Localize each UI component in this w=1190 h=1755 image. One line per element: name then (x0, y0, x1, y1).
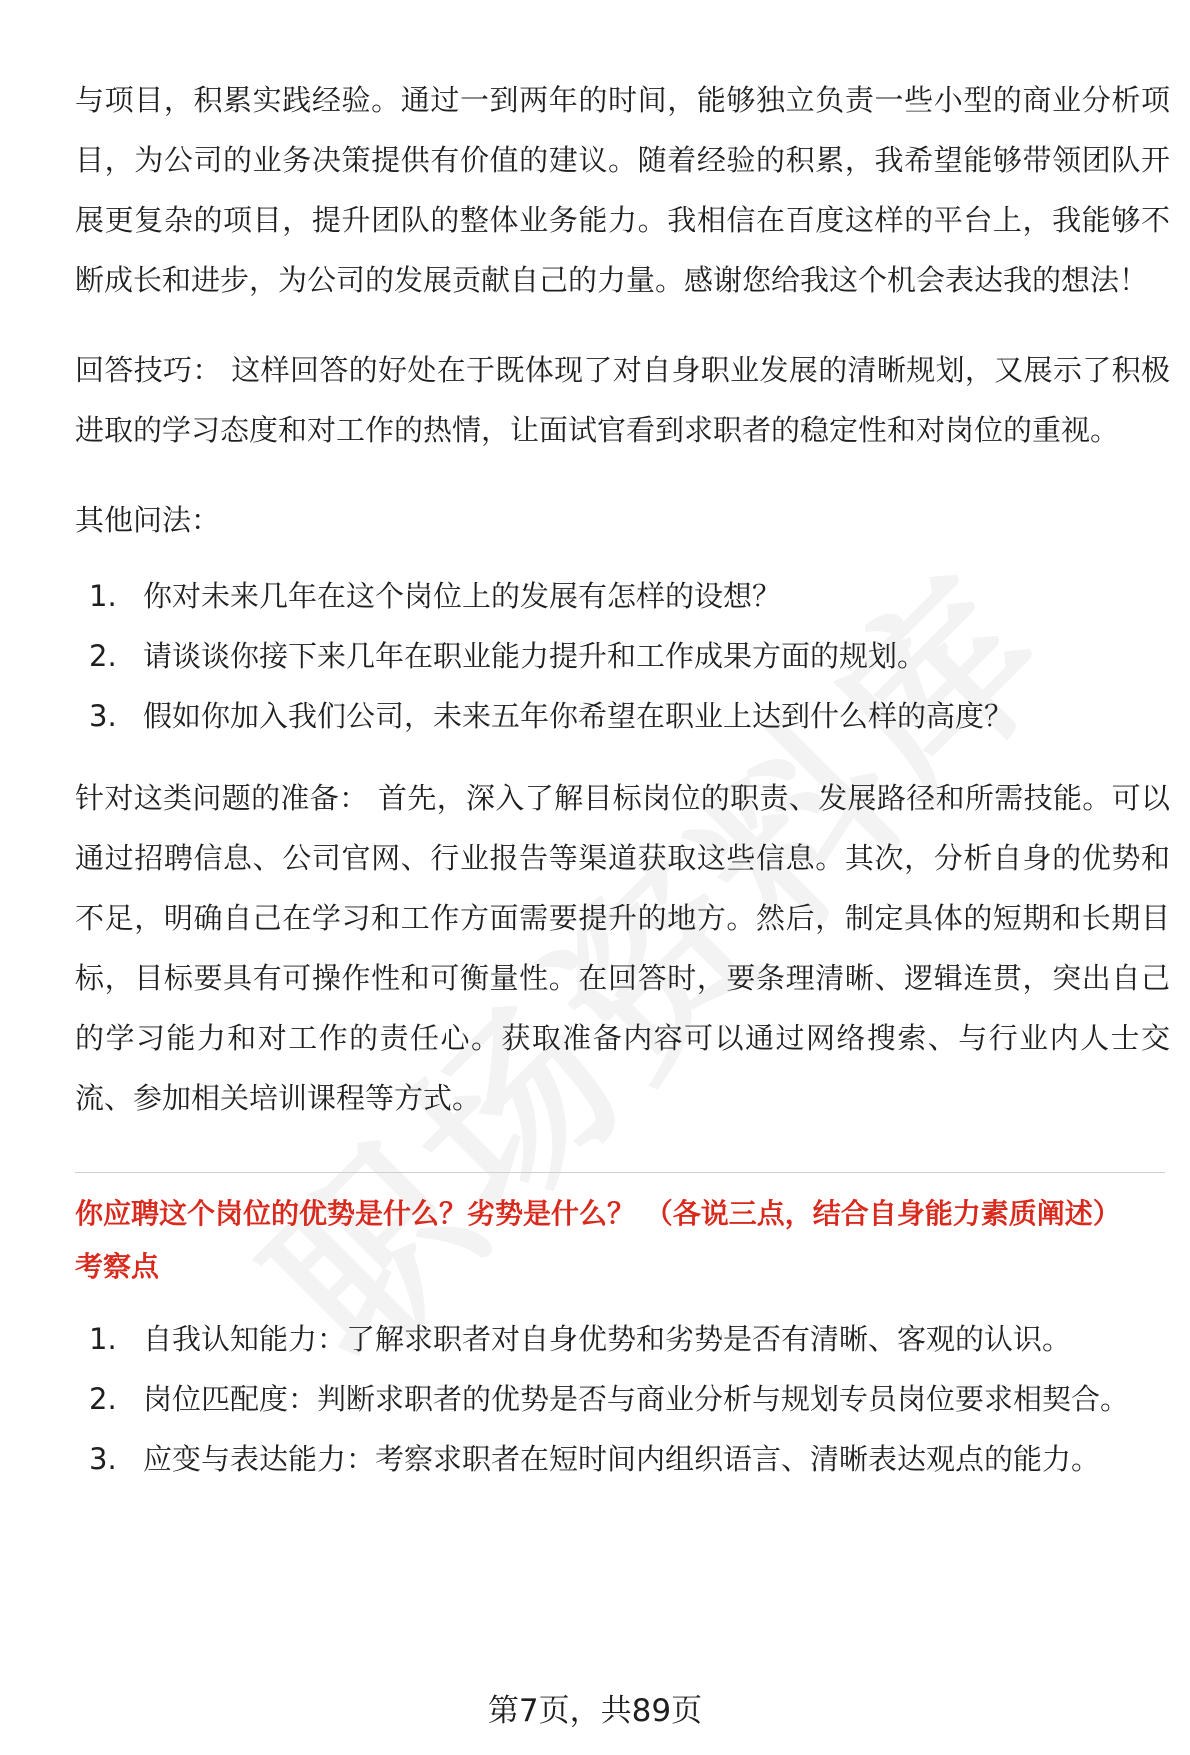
list-item-text: 应变与表达能力：考察求职者在短时间内组织语言、清晰表达观点的能力。 (143, 1442, 1101, 1476)
list-item-text: 自我认知能力：了解求职者对自身优势和劣势是否有清晰、客观的认识。 (143, 1322, 1072, 1356)
list-item (75, 686, 1170, 746)
list-item-number: 2. (89, 639, 117, 673)
list-item (75, 626, 1170, 686)
page-number-footer: 第7页，共89页 (487, 1693, 703, 1729)
list-item-number: 1. (89, 579, 117, 613)
list-item-text: 假如你加入我们公司，未来五年你希望在职业上达到什么样的高度？ (143, 699, 1014, 733)
list-item (75, 1369, 1170, 1429)
list-item-text: 请谈谈你接下来几年在职业能力提升和工作成果方面的规划。 (143, 639, 927, 673)
answer-tips-paragraph: 回答技巧： 这样回答的好处在于既体现了对自身职业发展的清晰规划，又展示了积极进取的学习态度和对工作的热情，让面试官看到求职者的稳定性和对岗位的重视。 (75, 353, 1170, 447)
inspection-points-list (75, 1309, 1170, 1489)
list-item-text: 岗位匹配度：判断求职者的优势是否与商业分析与规划专员岗位要求相契合。 (143, 1382, 1130, 1416)
other-questions-list (75, 566, 1170, 746)
preparation-paragraph: 针对这类问题的准备： 首先，深入了解目标岗位的职责、发展路径和所需技能。可以通过招聘信息、公司官网、行业报告等渠道获取这些信息。其次，分析自身的优势和不足，明确自己在学习和工作方面需要提升的地方。然后，制定具体的短期和长期目标，目标要具有可操作性和可衡量性。在回答时，要条理清晰、逻辑连贯，突出自己的学习能力和对工作的责任心。获取准备内容可以通过网络搜索、与行业内人士交流、参加相关培训课程等方式。 (75, 781, 1170, 1115)
inspection-label: 考察点 (75, 1250, 160, 1283)
list-item-text: 你对未来几年在这个岗位上的发展有怎样的设想？ (143, 579, 782, 613)
list-item-number: 3. (89, 699, 117, 733)
list-item (75, 1429, 1170, 1489)
page-content (75, 70, 1170, 1489)
other-questions-label: 其他问法： (75, 503, 221, 537)
list-item (75, 1309, 1170, 1369)
list-item-number: 3. (89, 1442, 117, 1476)
question-title: 你应聘这个岗位的优势是什么？劣势是什么？ （各说三点，结合自身能力素质阐述） (75, 1197, 1121, 1230)
list-item (75, 566, 1170, 626)
list-item-number: 2. (89, 1382, 117, 1416)
list-item-number: 1. (89, 1322, 117, 1356)
answer-paragraph: 与项目，积累实践经验。通过一到两年的时间，能够独立负责一些小型的商业分析项目，为公司的业务决策提供有价值的建议。随着经验的积累，我希望能够带领团队开展更复杂的项目，提升团队的整体业务能力。我相信在百度这样的平台上，我能够不断成长和进步，为公司的发展贡献自己的力量。感谢您给我这个机会表达我的想法！ (75, 83, 1170, 297)
